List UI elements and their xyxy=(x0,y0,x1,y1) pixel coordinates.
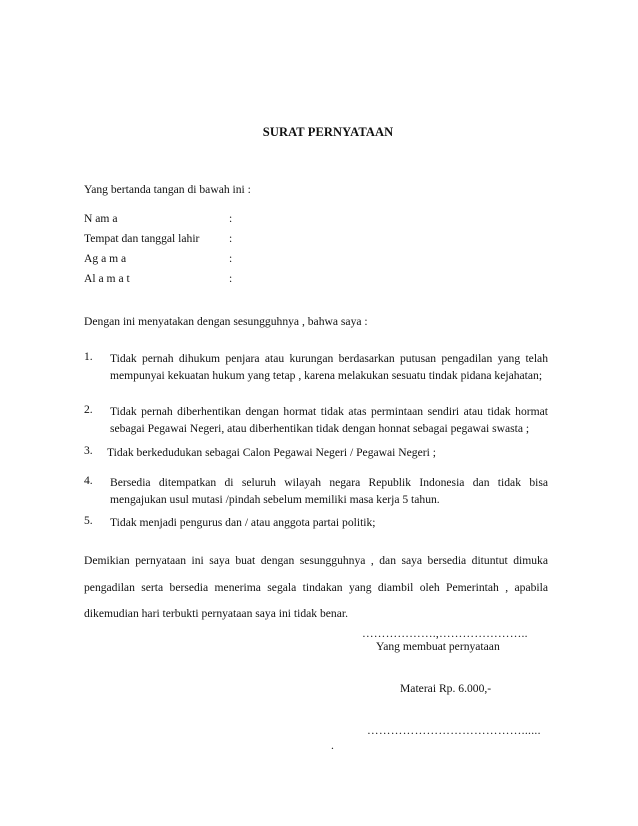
list-item-text: Tidak menjadi pengurus dan / atau anggota partai politik; xyxy=(110,516,376,529)
list-item xyxy=(84,474,548,508)
signature-name-line: …………………………………...... xyxy=(367,724,541,737)
statement-text: Dengan ini menyatakan dengan sesungguhnya , bahwa saya : xyxy=(84,315,368,328)
list-item xyxy=(84,444,548,461)
field-label-ttl: Tempat dan tanggal lahir xyxy=(84,232,200,245)
field-colon-agama: : xyxy=(229,252,233,265)
list-item-number: 5. xyxy=(84,514,93,527)
list-item-text: Bersedia ditempatkan di seluruh wilayah negara Republik Indonesia dan tidak bisa mengajukan usul mutasi /pindah sebelum memiliki masa kerja 5 tahun. xyxy=(110,476,548,506)
list-item-text: Tidak pernah diberhentikan dengan hormat tidak atas permintaan sendiri atau tidak hormat sebagai Pegawai Negeri, atau diberhentikan tidak dengan honnat sebagai pegawai swasta ; xyxy=(110,405,548,435)
stray-dot: . xyxy=(331,739,334,752)
list-item xyxy=(84,403,548,437)
field-colon-nama: : xyxy=(229,212,233,225)
signature-place-date: ……………….,………………….. xyxy=(362,627,528,640)
signature-label: Yang membuat pernyataan xyxy=(376,640,500,653)
list-item xyxy=(84,350,548,384)
list-item-text: Tidak berkedudukan sebagai Calon Pegawai Negeri / Pegawai Negeri ; xyxy=(107,446,436,459)
materai-label: Materai Rp. 6.000,- xyxy=(400,682,492,695)
field-label-alamat: Al a m a t xyxy=(84,272,130,285)
list-item-number: 4. xyxy=(84,474,93,487)
document-title: SURAT PERNYATAAN xyxy=(262,125,394,139)
intro-text: Yang bertanda tangan di bawah ini : xyxy=(84,183,251,196)
field-label-agama: Ag a m a xyxy=(84,252,127,265)
list-item xyxy=(84,514,548,531)
list-item-text: Tidak pernah dihukum penjara atau kurungan berdasarkan putusan pengadilan yang telah mempunyai kekuatan hukum yang tetap , karena melakukan sesuatu tindak pidana kejahatan; xyxy=(110,352,548,382)
list-item-number: 3. xyxy=(84,444,93,457)
closing-paragraph: Demikian pernyataan ini saya buat dengan sesungguhnya , dan saya bersedia dituntut dimuka pengadilan serta bersedia menerima segala tindakan yang diambil oleh Pemerintah , apabila dikemudian hari terbukti pernyataan saya ini tidak benar. xyxy=(84,554,548,620)
field-colon-ttl: : xyxy=(229,232,233,245)
field-colon-alamat: : xyxy=(229,272,233,285)
list-item-number: 2. xyxy=(84,403,93,416)
field-label-nama: N am a xyxy=(84,212,118,225)
list-item-number: 1. xyxy=(84,350,93,363)
